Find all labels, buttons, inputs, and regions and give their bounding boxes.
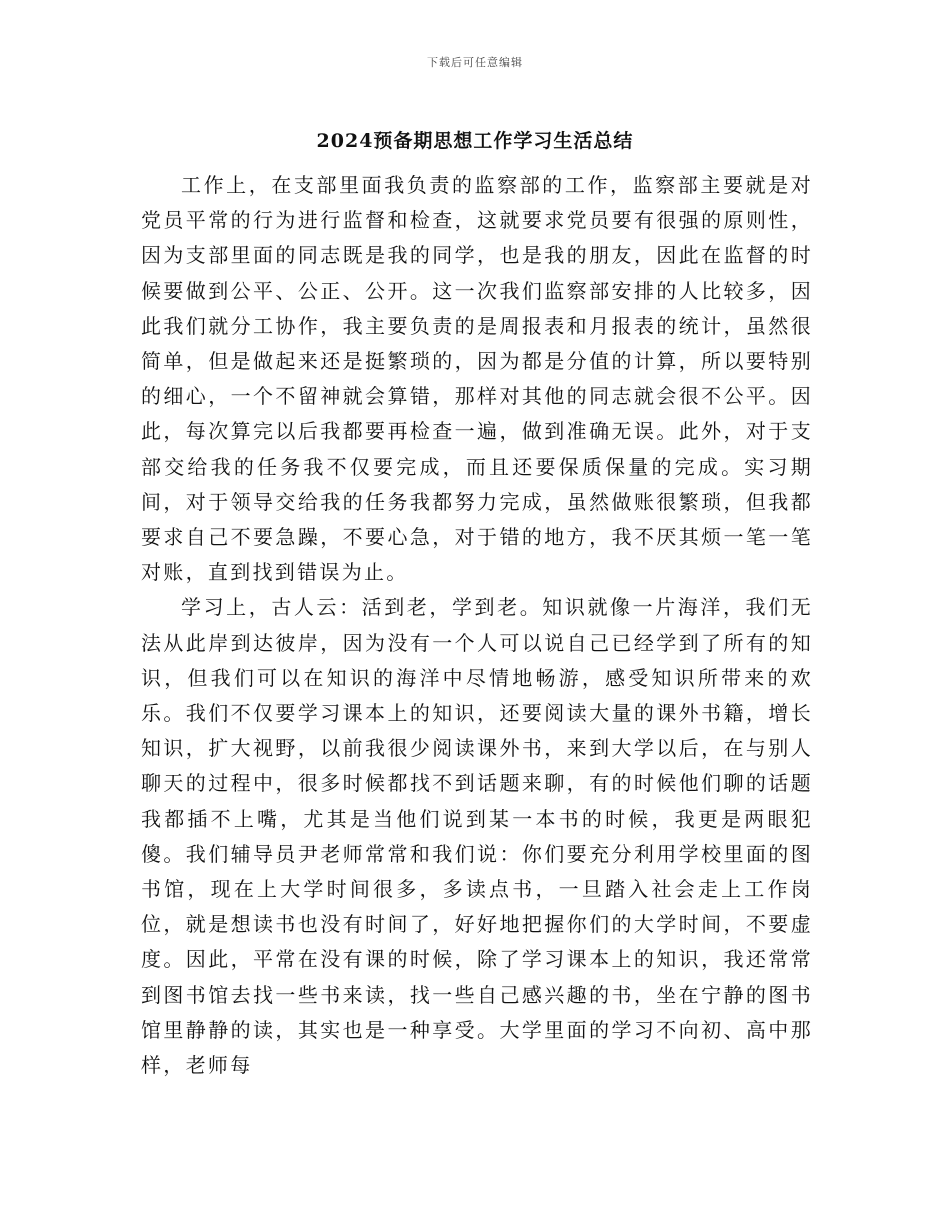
- document-body: [141, 168, 813, 1083]
- document-title: 2024预备期思想工作学习生活总结: [316, 130, 634, 152]
- paragraph-work: 工作上，在支部里面我负责的监察部的工作，监察部主要就是对党员平常的行为进行监督和检查，这就要求党员要有很强的原则性，因为支部里面的同志既是我的同学，也是我的朋友，因此在监督的时候要做到公平、公正、公开。这一次我们监察部安排的人比较多，因此我们就分工协作，我主要负责的是周报表和月报表的统计，虽然很简单，但是做起来还是挺繁琐的，因为都是分值的计算，所以要特别的细心，一个不留神就会算错，那样对其他的同志就会很不公平。因此，每次算完以后我都要再检查一遍，做到准确无误。此外，对于支部交给我的任务我不仅要完成，而且还要保质保量的完成。实习期间，对于领导交给我的任务我都努力完成，虽然做账很繁琐，但我都要求自己不要急躁，不要心急，对于错的地方，我不厌其烦一笔一笔对账，直到找到错误为止。: [141, 173, 813, 585]
- header-note: 下载后可任意编辑: [427, 56, 523, 69]
- paragraph-study: 学习上，古人云：活到老，学到老。知识就像一片海洋，我们无法从此岸到达彼岸，因为没有一个人可以说自己已经学到了所有的知识，但我们可以在知识的海洋中尽情地畅游，感受知识所带来的欢乐。我们不仅要学习课本上的知识，还要阅读大量的课外书籍，增长知识，扩大视野，以前我很少阅读课外书，来到大学以后，在与别人聊天的过程中，很多时候都找不到话题来聊，有的时候他们聊的话题我都插不上嘴，尤其是当他们说到某一本书的时候，我更是两眼犯傻。我们辅导员尹老师常常和我们说：你们要充分利用学校里面的图书馆，现在上大学时间很多，多读点书，一旦踏入社会走上工作岗位，就是想读书也没有时间了，好好地把握你们的大学时间，不要虚度。因此，平常在没有课的时候，除了学习课本上的知识，我还常常到图书馆去找一些书来读，找一些自己感兴趣的书，坐在宁静的图书馆里静静的读，其实也是一种享受。大学里面的学习不向初、高中那样，老师每: [141, 595, 813, 1078]
